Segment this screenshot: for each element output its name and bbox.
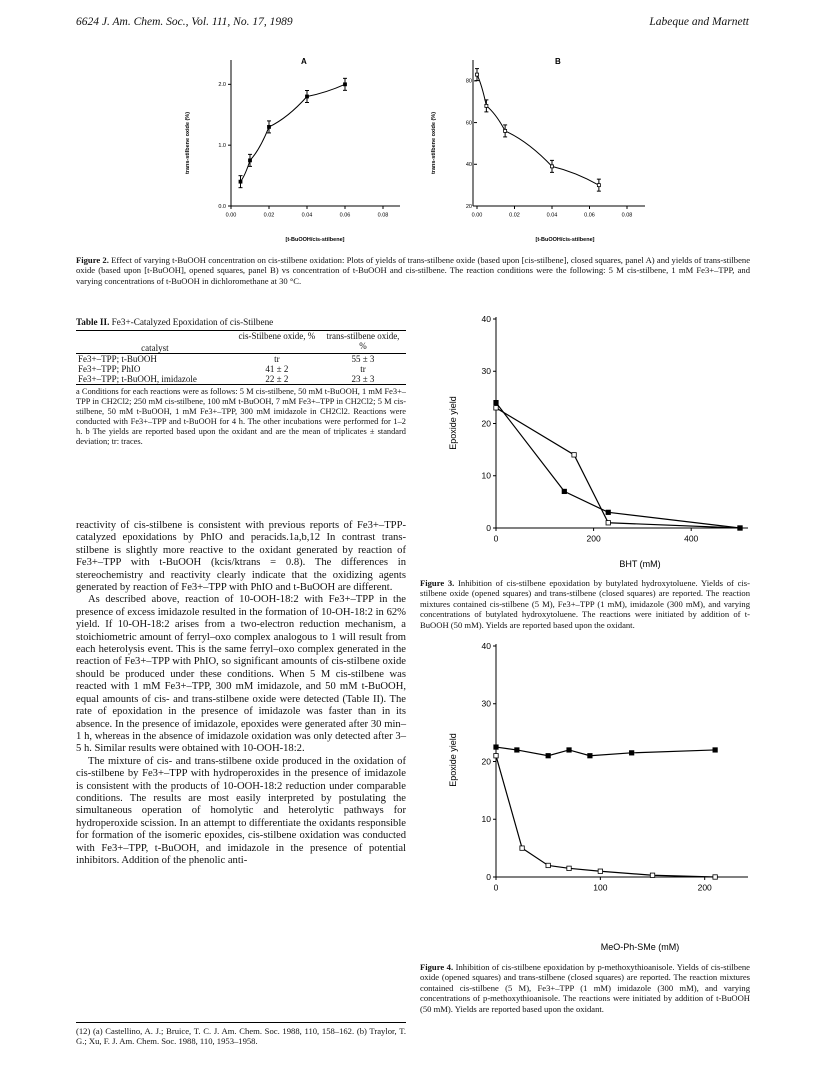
data-point [567,748,571,752]
y-tick-label: 30 [481,698,491,709]
y-tick-label: 1.0 [218,143,226,149]
panel-a-label: A [301,57,307,66]
y-tick-label: 30 [481,366,491,377]
figure3-caption-label: Figure 3. [420,578,455,588]
data-point [494,406,498,410]
x-tick-label: 0.02 [263,212,275,219]
y-tick-label: 20 [481,756,491,767]
data-point [476,73,479,76]
data-point [598,869,602,873]
y-tick-label: 10 [481,470,491,481]
figure4-caption [420,962,750,1014]
data-point [713,875,717,879]
table-cell: tr [274,354,280,364]
data-point [249,159,252,162]
table-cell: Fe3+–TPP; t-BuOOH [78,354,157,364]
y-tick-label: 40 [465,162,472,169]
data-point [239,180,242,183]
figure4-chart [430,632,750,957]
table-row [76,354,406,365]
figure2-caption-label: Figure 2. [76,255,109,265]
table-cell: 41 ± 2 [265,364,289,374]
figure3-chart [430,305,750,570]
data-point [546,754,550,758]
data-point [551,165,554,168]
figure4-xlabel: MeO-Ph-SMe (mM) [600,942,680,952]
y-tick-label: 40 [481,313,491,324]
running-header-right: Labeque and Marnett [649,16,749,28]
y-tick-label: 80 [465,78,472,85]
panel-b-ylabel: trans-stilbene oxide (%) [431,111,437,175]
table-cell: tr [360,364,366,374]
figure3-caption [420,578,750,630]
figure3-ylabel: Epoxide yield [448,396,458,450]
y-tick-label: 10 [481,814,491,825]
data-point [606,521,610,525]
y-tick-label: 0.0 [218,203,226,210]
table-title-label: Table II. [76,317,110,327]
body-paragraph: reactivity of cis-stilbene is consistent with previous reports of Fe3+–TPP-catalyzed epoxidations by PhIO and peracids.1a,b,12 In contrast trans-stilbene is slightly more reactive to the oxidant generated by reaction of Fe3+–TPP with t-BuOOH (kcis/ktrans = 0.8). The differences in stereochemistry and reactivity clearly indicate that the oxidizing agents generated by reaction of Fe3+–TPP with PhIO and t-BuOOH are different. [76,520,406,594]
x-tick-label: 0.06 [584,212,595,219]
data-point [562,489,566,493]
y-tick-label: 60 [465,120,472,127]
data-point [306,95,309,98]
table-cell: 22 ± 2 [265,374,289,384]
data-point [629,751,633,755]
x-tick-label: 0 [493,533,499,544]
data-point [650,873,654,877]
data-point [494,745,498,749]
running-header-left: 6624 J. Am. Chem. Soc., Vol. 111, No. 17, 1989 [76,16,293,28]
footnote-rule [76,1022,406,1023]
table-cell: Fe3+–TPP; PhIO [78,364,141,374]
figure4-caption-label: Figure 4. [420,962,454,972]
table-header-catalyst: catalyst [141,343,169,353]
series-line [496,408,740,528]
panel-b-xlabel: [t-BuOOH/cis-stilbene] [535,237,595,243]
x-tick-label: 200 [586,533,601,544]
table-footnote: a Conditions for each reactions were as follows: 5 M cis-stilbene, 50 mM t-BuOOH, 1 mM Fe3+–TPP in CH2Cl2; 250 mM cis-stilbene, 100 mM t-BuOOH, 7 mM Fe3+–TPP in CH2Cl2; 5 M cis-stilbene, 50 mM t-BuOOH, 1 mM Fe3+–TPP, 300 mM imidazole in CH2Cl2. Reactions were conducted with Fe3+–TPP and t-BuOOH for 4 h. The other incubations were performed for 1–2 h. b The yields are reported based upon the oxidant and are the mean of triplicates ± standard deviation; tr: traces. [76,387,406,446]
data-point [546,863,550,867]
table-row [76,374,406,385]
series-line [496,747,715,756]
body-paragraph: As described above, reaction of 10-OOH-18:2 with Fe3+–TPP in the presence of excess imidazole resulted in the formation of 10-OH-18:2 in 62% yield. If 10-OH-18:2 arises from a two-electron reduction mechanism, a stoichiometric amount of ferryl–oxo complex analogous to 1 will result from each heterolysis event. This is the same ferryl–oxo complex generated in the reaction of Fe3+–TPP with PhIO, so significant amounts of cis-stilbene oxide should be produced under these conditions. When 5 M cis-stilbene was reacted with 1 mM Fe3+–TPP, 300 mM imidazole, and 50 mM t-BuOOH, equal amounts of cis- and trans-stilbene oxide were detected (Table II). The rate of epoxidation in the presence of imidazole was faster than in its absence. In the presence of imidazole, epoxides were generated after 30 min–1 h, whereas in the absence of imidazole oxidation was only detected after 3–5 h. Similar results were obtained with 10-OOH-18:2. [76,594,406,755]
x-tick-label: 400 [684,533,699,544]
table-cell: Fe3+–TPP; t-BuOOH, imidazole [78,374,197,384]
data-point [713,748,717,752]
y-tick-label: 0 [486,871,491,882]
footnote-text: (12) (a) Castellino, A. J.; Bruice, T. C. J. Am. Chem. Soc. 1988, 110, 158–162. (b) Traylor, T. G.; Xu, F. J. Am. Chem. Soc. 1988, 110, 1953–1958. [76,1026,406,1047]
table-cell: 55 ± 3 [351,354,375,364]
series-line [477,75,599,186]
x-tick-label: 0.00 [225,212,237,219]
body-column [76,520,406,867]
panel-a-ylabel: trans-stilbene oxide (%) [185,111,191,175]
x-tick-label: 0.00 [471,212,483,219]
data-point [485,104,488,107]
table-header-trans: trans-stilbene oxide, % [326,331,400,351]
x-tick-label: 0.04 [546,212,558,219]
body-paragraph: The mixture of cis- and trans-stilbene oxide produced in the oxidation of cis-stilbene by Fe3+–TPP with hydroperoxides in the presence of imidazole is consistent with the products of 10-OOH-18:2 reduction under comparable conditions. The results are most easily interpreted by postulating the simultaneous operation of homolytic and heterolytic pathways for hydroperoxide scission. In an attempt to differentiate the oxidants responsible for formation of the isomeric epoxides, cis-stilbene oxidation was conducted with Fe3+–TPP, t-BuOOH, and imidazole in the presence of potential inhibitors. Addition of the phenolic anti- [76,755,406,866]
x-tick-label: 0.04 [301,212,313,219]
x-tick-label: 0.06 [339,212,351,219]
data-point [344,83,347,86]
table-title: Fe3+-Catalyzed Epoxidation of cis-Stilbene [111,317,274,327]
x-tick-label: 100 [593,882,608,893]
panel-a-xlabel: [t-BuOOH/cis-stilbene] [285,237,345,243]
series-line [241,84,346,181]
panel-b-label: B [555,57,561,66]
data-point [268,125,271,128]
figure2-caption-text: Effect of varying t-BuOOH concentration on cis-stilbene oxidation: Plots of yields of trans-stilbene oxide (based upon [cis-stilbene], closed squares, panel A) and yields of trans-stilbene oxide (based upon [t-BuOOH], opened squares, panel B) vs concentration of t-BuOOH and cis-stilbene. The reaction conditions were the following: 5 M cis-stilbene, 1 mM Fe3+–TPP, and varying concentrations of t-BuOOH in dichloromethane at 30 °C. [76,255,751,286]
data-point [567,866,571,870]
x-tick-label: 0 [493,882,499,893]
figure2-panel-b [425,48,675,253]
data-point [738,526,742,530]
figure4-ylabel: Epoxide yield [448,733,458,787]
table-cell: 23 ± 3 [351,374,375,384]
y-tick-label: 2.0 [218,82,226,89]
series-line [496,756,715,877]
x-tick-label: 0.08 [377,212,389,219]
y-tick-label: 0 [486,522,491,533]
table-ii-grid [76,330,406,385]
series-line [496,403,740,528]
data-point [606,510,610,514]
x-tick-label: 200 [697,882,712,893]
data-point [597,184,600,187]
data-point [520,846,524,850]
figure3-xlabel: BHT (mM) [619,559,661,569]
y-tick-label: 20 [481,418,491,429]
data-point [515,748,519,752]
x-tick-label: 0.02 [509,212,520,219]
y-tick-label: 20 [465,203,472,210]
figure2-panel-a [175,48,425,253]
data-point [588,754,592,758]
data-point [494,754,498,758]
x-tick-label: 0.08 [621,212,633,219]
y-tick-label: 40 [481,640,491,651]
data-point [572,453,576,457]
data-point [504,129,507,132]
figure3-caption-text: Inhibition of cis-stilbene epoxidation by butylated hydroxytoluene. Yields of cis-stilbene oxide (opened squares) and trans-stilbene (closed squares) are reported. The reaction mixtures contained cis-stilbene (5 M), Fe3+–TPP (1 mM), imidazole (300 mM), and varying concentrations of butylated hydroxytoluene. The reactions were initiated by addition of t-BuOOH (50 mM). Yields are reported based upon the oxidant. [420,578,750,630]
figure4-caption-text: Inhibition of cis-stilbene epoxidation by p-methoxythioanisole. Yields of cis-stilbene oxide (opened squares) and trans-stilbene (closed squares) are reported. The reaction mixtures contained cis-stilbene (5 M), Fe3+–TPP (1 mM) imidazole (300 mM), and varying concentrations of p-methoxythioanisole. The reactions were initiated by addition of t-BuOOH (50 mM). Yields are reported based upon the oxidant. [420,962,750,1014]
figure2-caption [76,255,750,286]
table-ii [76,317,406,447]
data-point [494,400,498,404]
table-header-cis: cis-Stilbene oxide, % [238,331,316,341]
table-row [76,364,406,374]
